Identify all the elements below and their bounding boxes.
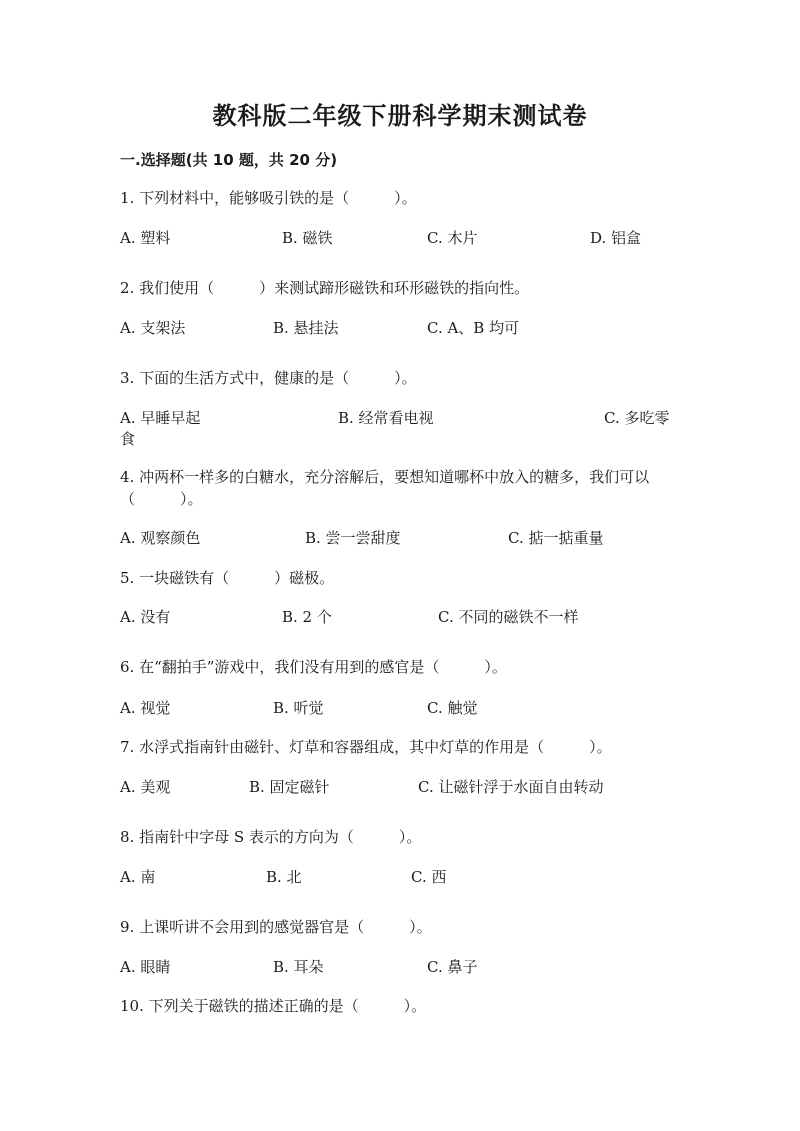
question-10: 10. 下列关于磁铁的描述正确的是（ ）。 [120,997,427,1015]
q7-option-b[interactable]: B. 固定磁针 [249,778,330,796]
q7-option-a[interactable]: A. 美观 [120,778,171,796]
question-8: 8. 指南针中字母 S 表示的方向为（ ）。 [120,828,422,846]
question-2: 2. 我们使用（ ）来测试蹄形磁铁和环形磁铁的指向性。 [120,279,530,297]
q9-option-c[interactable]: C. 鼻子 [427,958,478,976]
q2-option-b[interactable]: B. 悬挂法 [273,319,339,337]
q1-option-d[interactable]: D. 铝盒 [590,229,642,247]
question-9: 9. 上课听讲不会用到的感觉器官是（ ）。 [120,918,432,936]
q4-option-b[interactable]: B. 尝一尝甜度 [305,529,401,547]
q2-option-c[interactable]: C. A、B 均可 [427,319,520,337]
q2-option-a[interactable]: A. 支架法 [120,319,186,337]
question-5: 5. 一块磁铁有（ ）磁极。 [120,569,335,587]
q9-option-a[interactable]: A. 眼睛 [120,958,171,976]
q1-option-a[interactable]: A. 塑料 [120,229,171,247]
q8-option-a[interactable]: A. 南 [120,868,156,886]
question-7: 7. 水浮式指南针由磁针、灯草和容器组成，其中灯草的作用是（ ）。 [120,738,612,756]
exam-title: 教科版二年级下册科学期末测试卷 [212,102,588,130]
q3-option-b[interactable]: B. 经常看电视 [338,409,434,427]
q5-option-c[interactable]: C. 不同的磁铁不一样 [438,608,579,626]
q3-option-a[interactable]: A. 早睡早起 [120,409,201,427]
q8-option-b[interactable]: B. 北 [266,868,302,886]
q7-option-c[interactable]: C. 让磁针浮于水面自由转动 [418,778,604,796]
q3-option-c[interactable]: C. 多吃零 [604,409,670,427]
q6-option-a[interactable]: A. 视觉 [120,699,171,717]
question-4: 4. 冲两杯一样多的白糖水，充分溶解后，要想知道哪杯中放入的糖多，我们可以（ ）。 [120,468,650,508]
q5-option-a[interactable]: A. 没有 [120,608,171,626]
q1-option-c[interactable]: C. 木片 [427,229,478,247]
q4-option-a[interactable]: A. 观察颜色 [120,529,201,547]
q9-option-b[interactable]: B. 耳朵 [273,958,324,976]
question-6: 6. 在“翻拍手”游戏中，我们没有用到的感官是（ ）。 [120,658,507,676]
q6-option-b[interactable]: B. 听觉 [273,699,324,717]
q5-option-b[interactable]: B. 2 个 [282,608,332,626]
q3-option-c-continued[interactable]: 食 [120,430,136,448]
section-heading: 一.选择题(共 10 题，共 20 分) [120,151,338,169]
question-3: 3. 下面的生活方式中，健康的是（ ）。 [120,369,417,387]
question-1: 1. 下列材料中，能够吸引铁的是（ ）。 [120,189,417,207]
q4-option-c[interactable]: C. 掂一掂重量 [508,529,604,547]
q1-option-b[interactable]: B. 磁铁 [282,229,333,247]
q6-option-c[interactable]: C. 触觉 [427,699,478,717]
q8-option-c[interactable]: C. 西 [411,868,447,886]
